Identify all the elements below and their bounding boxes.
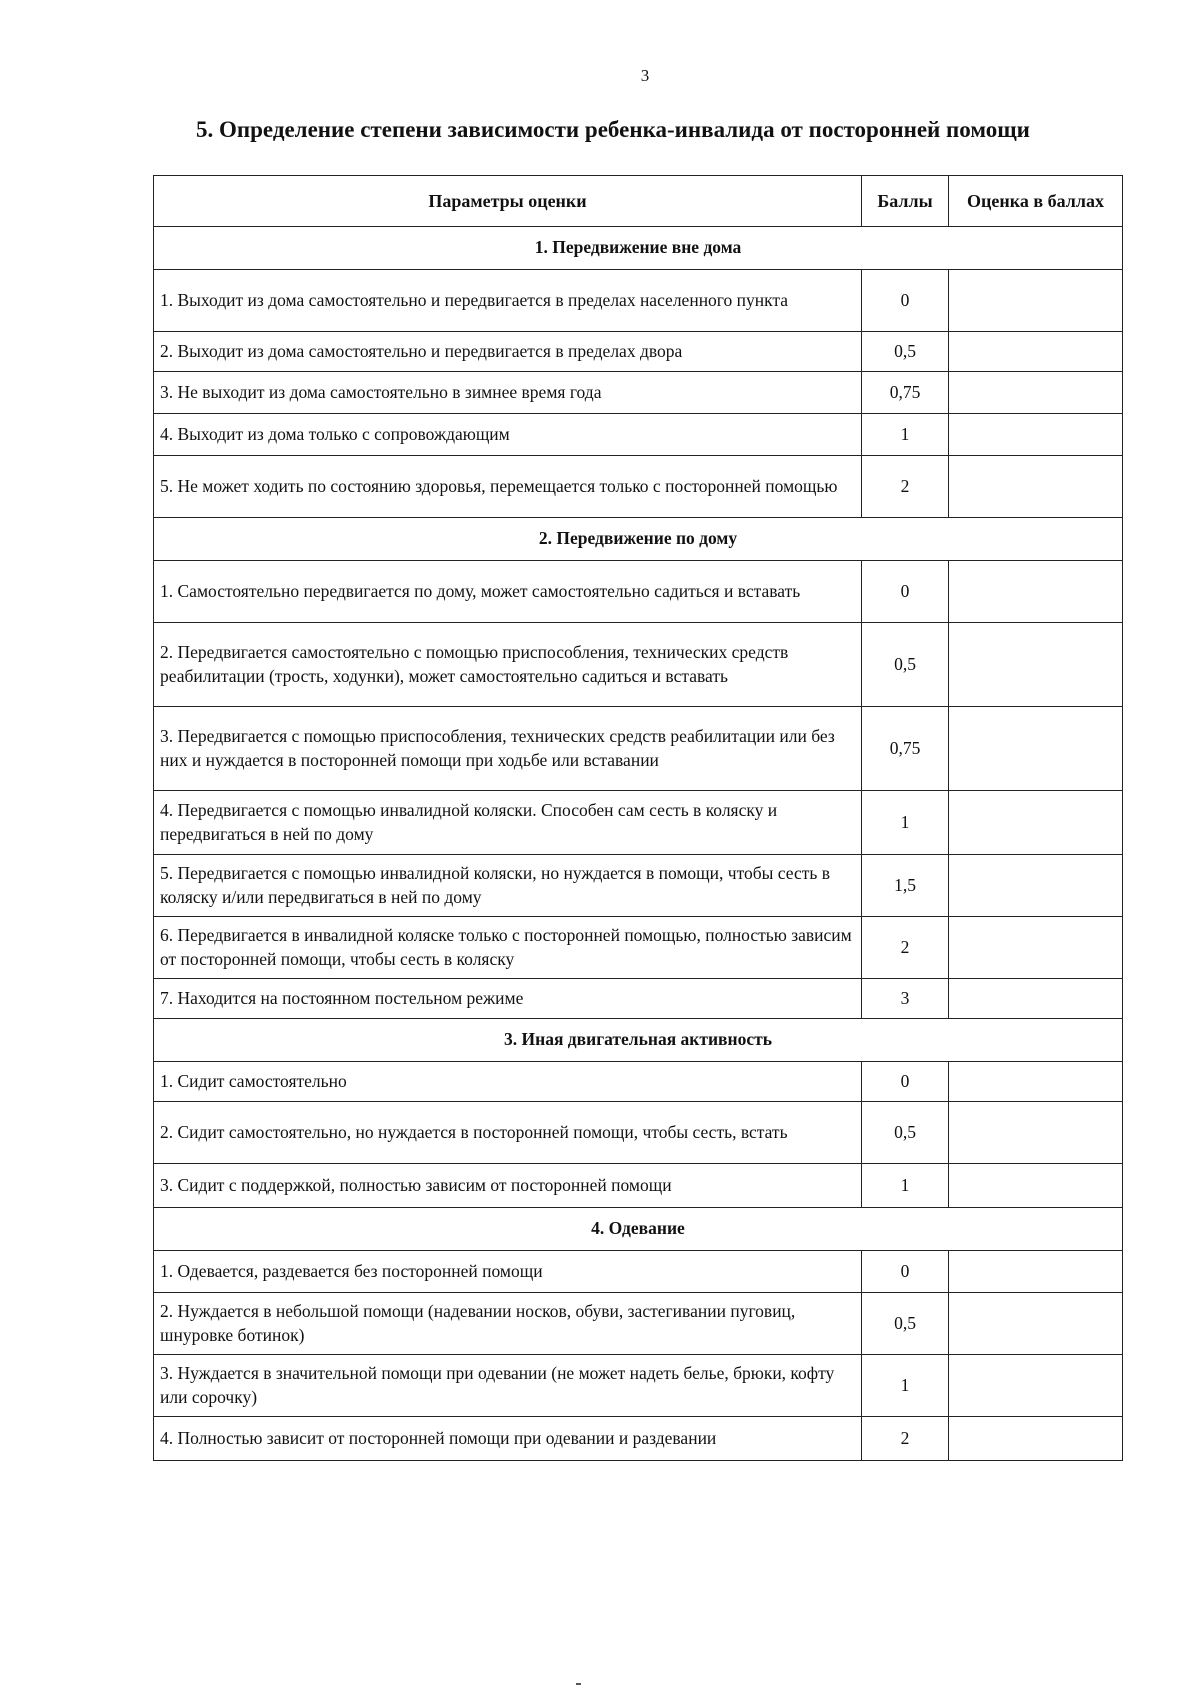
item-text: 3. Сидит с поддержкой, полностью зависим от посторонней помощи: [154, 1164, 862, 1208]
item-text: 4. Выходит из дома только с сопровождающим: [154, 414, 862, 456]
item-text: 3. Не выходит из дома самостоятельно в зимнее время года: [154, 372, 862, 414]
item-text: 1. Одевается, раздевается без посторонней помощи: [154, 1251, 862, 1293]
score-cell[interactable]: [949, 979, 1123, 1019]
score-cell[interactable]: [949, 917, 1123, 979]
table-row: [154, 979, 1123, 1019]
section-row: [154, 1019, 1123, 1062]
item-points: 1: [862, 414, 949, 456]
item-text: 2. Выходит из дома самостоятельно и передвигается в пределах двора: [154, 332, 862, 372]
page-number: 3: [640, 66, 650, 85]
item-text: 1. Выходит из дома самостоятельно и передвигается в пределах населенного пункта: [154, 270, 862, 332]
score-cell[interactable]: [949, 707, 1123, 791]
item-points: 0,5: [862, 1293, 949, 1355]
item-text: 3. Нуждается в значительной помощи при одевании (не может надеть белье, брюки, кофту или сорочку): [154, 1355, 862, 1417]
table-row: [154, 791, 1123, 855]
header-points: Баллы: [862, 176, 949, 227]
item-text: 6. Передвигается в инвалидной коляске только с посторонней помощью, полностью зависим от посторонней помощи, чтобы сесть в коляску: [154, 917, 862, 979]
item-text: 3. Передвигается с помощью приспособления, технических средств реабилитации или без них и нуждается в посторонней помощи при ходьбе или вставании: [154, 707, 862, 791]
item-text: 7. Находится на постоянном постельном режиме: [154, 979, 862, 1019]
item-points: 1: [862, 791, 949, 855]
section-title: 3. Иная двигательная активность: [154, 1019, 1123, 1062]
table-row: [154, 414, 1123, 456]
item-text: 4. Передвигается с помощью инвалидной коляски. Способен сам сесть в коляску и передвигаться в ней по дому: [154, 791, 862, 855]
item-points: 0: [862, 270, 949, 332]
item-text: 2. Нуждается в небольшой помощи (надевании носков, обуви, застегивании пуговиц, шнуровке ботинок): [154, 1293, 862, 1355]
table-row: [154, 1355, 1123, 1417]
score-cell[interactable]: [949, 372, 1123, 414]
table-row: [154, 561, 1123, 623]
table-row: [154, 1102, 1123, 1164]
item-points: 0,75: [862, 372, 949, 414]
item-points: 1: [862, 1355, 949, 1417]
page-title: 5. Определение степени зависимости ребенка-инвалида от посторонней помощи: [196, 117, 1030, 142]
table-row: [154, 456, 1123, 518]
section-title: 2. Передвижение по дому: [154, 518, 1123, 561]
score-cell[interactable]: [949, 561, 1123, 623]
section-row: [154, 227, 1123, 270]
item-points: 2: [862, 1417, 949, 1461]
assessment-table: [153, 175, 1123, 1461]
table-row: [154, 1293, 1123, 1355]
item-points: 1: [862, 1164, 949, 1208]
table-row: [154, 1164, 1123, 1208]
item-points: 2: [862, 456, 949, 518]
score-cell[interactable]: [949, 623, 1123, 707]
item-points: 0,5: [862, 623, 949, 707]
item-points: 0: [862, 1062, 949, 1102]
score-cell[interactable]: [949, 1417, 1123, 1461]
table-row: [154, 855, 1123, 917]
score-cell[interactable]: [949, 332, 1123, 372]
table-row: [154, 270, 1123, 332]
table-header-row: [154, 176, 1123, 227]
item-points: 0,5: [862, 1102, 949, 1164]
score-cell[interactable]: [949, 791, 1123, 855]
header-params: Параметры оценки: [154, 176, 862, 227]
item-points: 0,5: [862, 332, 949, 372]
item-text: 5. Не может ходить по состоянию здоровья, перемещается только с посторонней помощью: [154, 456, 862, 518]
item-points: 2: [862, 917, 949, 979]
score-cell[interactable]: [949, 1164, 1123, 1208]
item-points: 1,5: [862, 855, 949, 917]
score-cell[interactable]: [949, 855, 1123, 917]
table-row: [154, 1251, 1123, 1293]
item-points: 0,75: [862, 707, 949, 791]
score-cell[interactable]: [949, 1102, 1123, 1164]
section-row: [154, 518, 1123, 561]
table-row: [154, 917, 1123, 979]
section-row: [154, 1208, 1123, 1251]
item-text: 1. Самостоятельно передвигается по дому, может самостоятельно садиться и вставать: [154, 561, 862, 623]
score-cell[interactable]: [949, 414, 1123, 456]
score-cell[interactable]: [949, 270, 1123, 332]
item-points: 3: [862, 979, 949, 1019]
score-cell[interactable]: [949, 1251, 1123, 1293]
scan-mark: [576, 1683, 581, 1685]
header-score: Оценка в баллах: [949, 176, 1123, 227]
table-row: [154, 1417, 1123, 1461]
score-cell[interactable]: [949, 1062, 1123, 1102]
table-row: [154, 707, 1123, 791]
section-title: 1. Передвижение вне дома: [154, 227, 1123, 270]
table-row: [154, 372, 1123, 414]
score-cell[interactable]: [949, 1293, 1123, 1355]
item-text: 2. Передвигается самостоятельно с помощью приспособления, технических средств реабилитации (трость, ходунки), может самостоятельно садиться и вставать: [154, 623, 862, 707]
table-row: [154, 332, 1123, 372]
section-title: 4. Одевание: [154, 1208, 1123, 1251]
item-points: 0: [862, 1251, 949, 1293]
item-text: 4. Полностью зависит от посторонней помощи при одевании и раздевании: [154, 1417, 862, 1461]
score-cell[interactable]: [949, 456, 1123, 518]
score-cell[interactable]: [949, 1355, 1123, 1417]
item-text: 1. Сидит самостоятельно: [154, 1062, 862, 1102]
item-text: 2. Сидит самостоятельно, но нуждается в посторонней помощи, чтобы сесть, встать: [154, 1102, 862, 1164]
item-text: 5. Передвигается с помощью инвалидной коляски, но нуждается в помощи, чтобы сесть в коляску и/или передвигаться в ней по дому: [154, 855, 862, 917]
item-points: 0: [862, 561, 949, 623]
table-row: [154, 1062, 1123, 1102]
table-row: [154, 623, 1123, 707]
